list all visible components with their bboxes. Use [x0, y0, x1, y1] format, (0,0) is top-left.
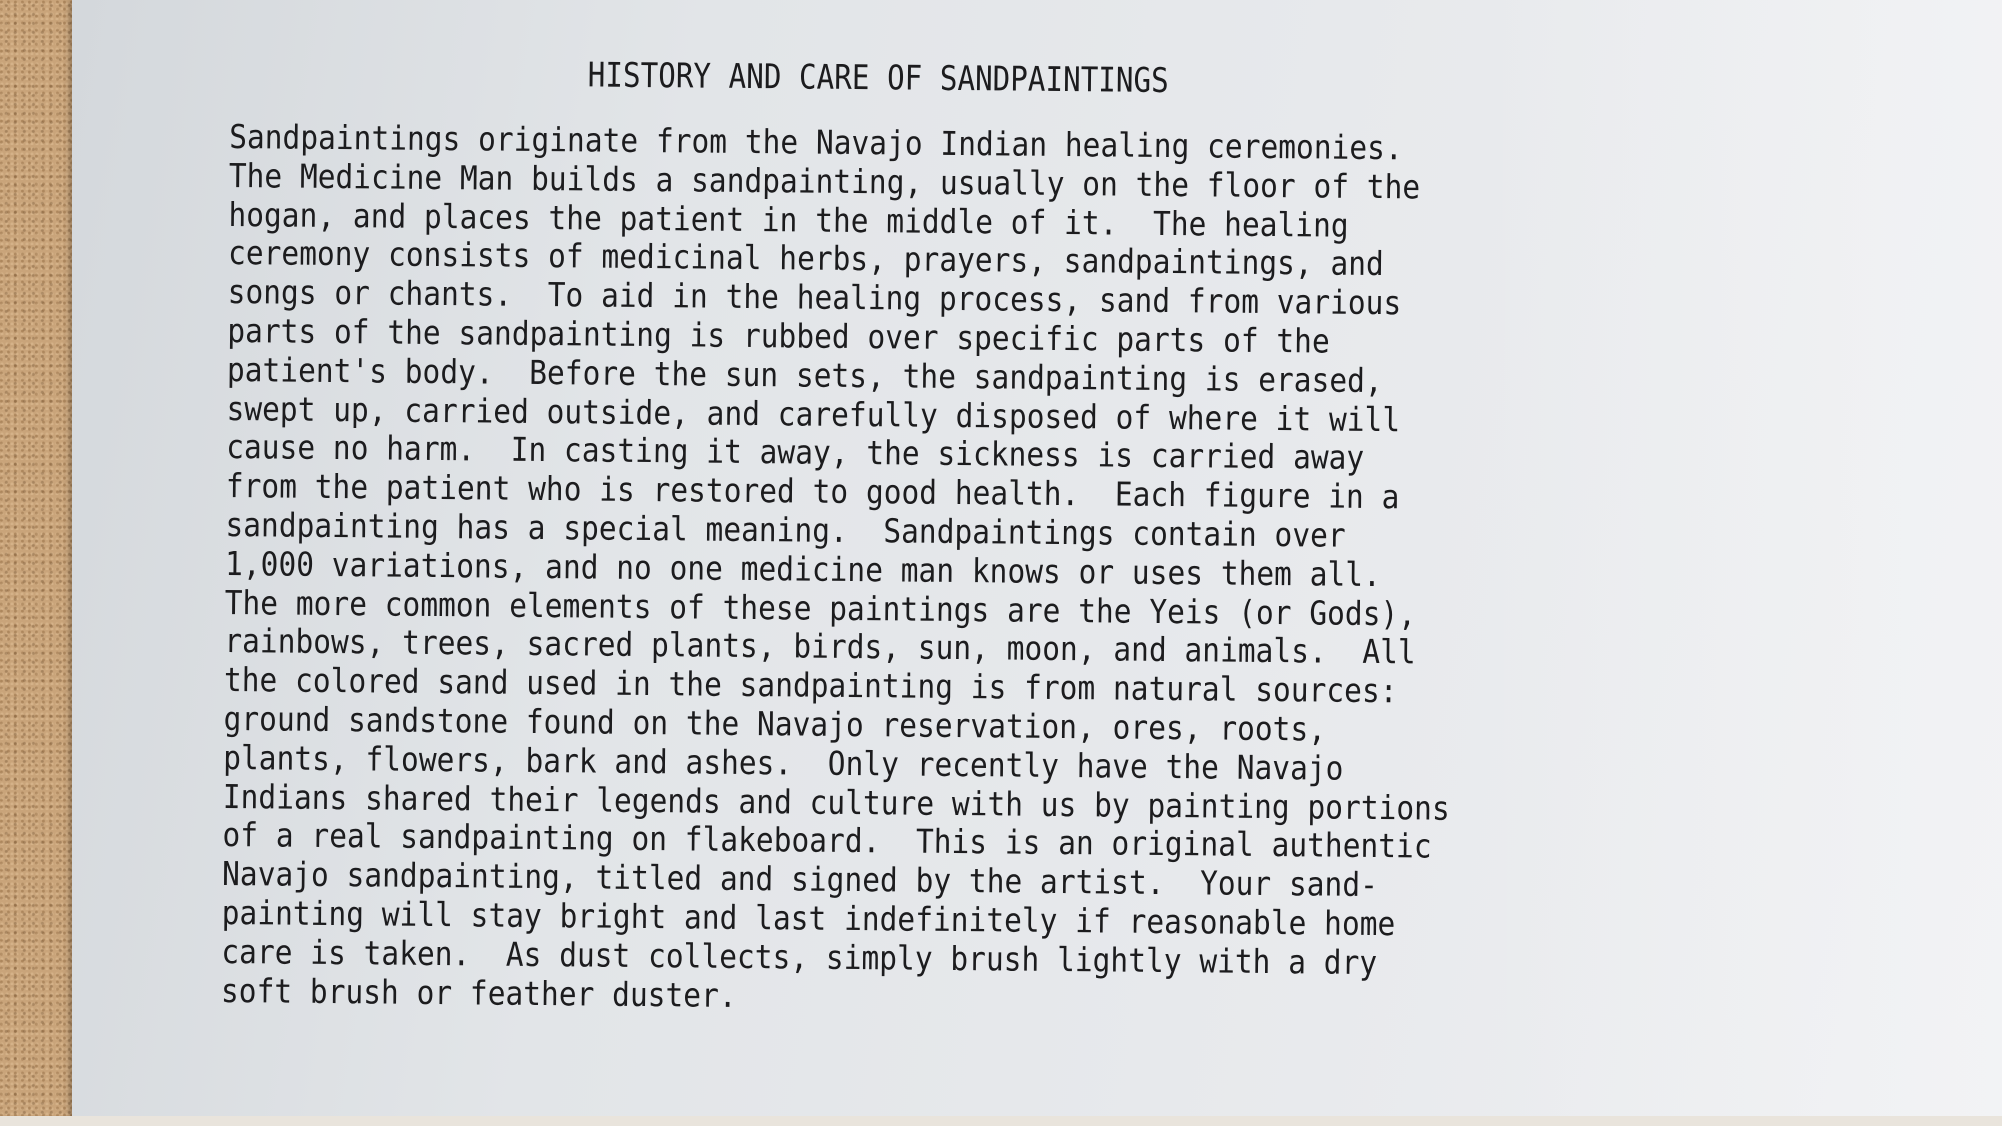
- body-line: The more common elements of these paintings are the Yeis (or Gods),: [224, 582, 1417, 633]
- body-line: cause no harm. In casting it away, the sickness is carried away: [226, 427, 1365, 478]
- body-line: patient's body. Before the sun sets, the sandpainting is erased,: [226, 349, 1383, 400]
- document-title: HISTORY AND CARE OF SANDPAINTINGS: [587, 55, 1169, 102]
- body-line: from the patient who is restored to good health. Each figure in a: [225, 466, 1400, 517]
- body-line: ceremony consists of medicinal herbs, prayers, sandpaintings, and: [227, 233, 1385, 284]
- body-line: soft brush or feather duster.: [220, 970, 737, 1015]
- body-line: rainbows, trees, sacred plants, birds, sun, moon, and animals. All: [224, 621, 1416, 672]
- body-line: parts of the sandpainting is rubbed over specific parts of the: [227, 310, 1330, 361]
- body-line: sandpainting has a special meaning. Sandpaintings contain over: [225, 504, 1346, 555]
- body-line: The Medicine Man builds a sandpainting, usually on the floor of the: [228, 155, 1421, 207]
- body-line: painting will stay bright and last indefinitely if reasonable home: [221, 892, 1396, 944]
- body-line: the colored sand used in the sandpainting is from natural sources:: [223, 660, 1398, 711]
- body-line: Navajo sandpainting, titled and signed by the artist. Your sand-: [221, 854, 1379, 905]
- body-line: ground sandstone found on the Navajo reservation, ores, roots,: [223, 698, 1327, 749]
- body-line: hogan, and places the patient in the middle of it. The healing: [228, 194, 1349, 245]
- body-line: of a real sandpainting on flakeboard. This is an original authentic: [222, 815, 1432, 866]
- body-line: care is taken. As dust collects, simply brush lightly with a dry: [221, 931, 1378, 982]
- document-body: [221, 118, 1500, 1022]
- body-line: Sandpaintings originate from the Navajo Indian healing ceremonies.: [229, 116, 1403, 168]
- body-line: songs or chants. To aid in the healing process, sand from various: [227, 272, 1402, 323]
- bottom-surface-edge: [0, 1116, 2002, 1126]
- body-line: 1,000 variations, and no one medicine man knows or uses them all.: [224, 543, 1382, 594]
- body-line: plants, flowers, bark and ashes. Only recently have the Navajo: [223, 737, 1344, 788]
- body-line: swept up, carried outside, and carefully disposed of where it will: [226, 388, 1401, 439]
- body-line: Indians shared their legends and culture with us by painting portions: [222, 776, 1450, 828]
- typed-document: [221, 52, 1650, 1024]
